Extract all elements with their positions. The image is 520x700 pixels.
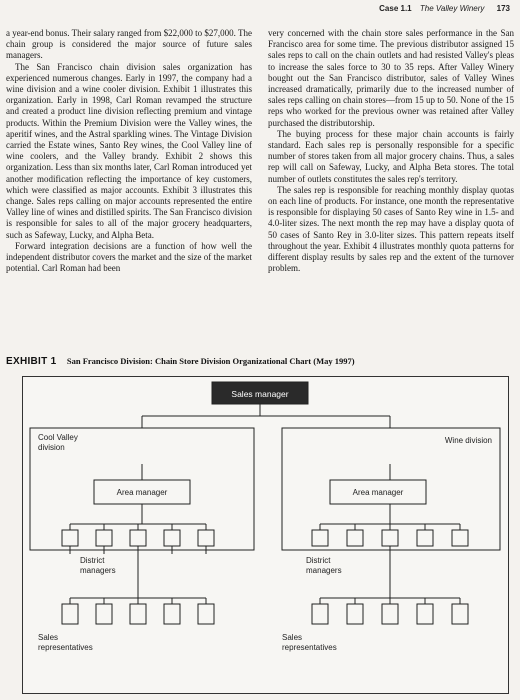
paragraph: The San Francisco chain division sales organization has experienced numerous changes. Early in 1997, the company had a wine division and a wine cooler division. Exhibit 1 illustrates this organization. Early in 1998, Carl Roman revamped the structure and created a product line division reflecting premium and vintage products. Within the Premium Division were the Valley wines, the aperitif wines, and the Astral sparkling wines. The Vintage Division carried the Estate wines, Santo Rey wines, the Cool Valley line of wine coolers, and the Valley brandy. Exhibit 2 shows this organization. Less than six months later, Carl Roman introduced yet another modification reflecting the importance of key customers, which were classified as major accounts. Exhibit 3 illustrates this change. Sales reps calling on major accounts represented the entire Valley line of wines and distilled spirits. The San Francisco division is responsible for sales to all of the major grocery headquarters, such as Safeway, Lucky, and Alpha Beta. <box>6 61 252 240</box>
right-district-managers-label: District managers <box>306 556 342 575</box>
right-column <box>268 28 514 274</box>
left-area-manager-label: Area manager <box>116 488 168 497</box>
exhibit-label: EXHIBIT 1 <box>6 356 57 367</box>
right-sales-reps-label: Sales representatives <box>282 633 337 652</box>
paragraph: The buying process for these major chain accounts is fairly standard. Each sales rep is personally responsible for a specific number of stores taken from all major grocery chains. Thus, a sales rep will call on Safeway, Lucky, and Alpha Beta stores. The total number of outlets constitutes the sales rep's territory. <box>268 128 514 184</box>
paragraph: very concerned with the chain store sales performance in the San Francisco area for some time. The previous distributor assigned 15 sales reps to call on the chain outlets and had resisted Valley's pleas to increase the sales force to 30 to 35 reps. After Valley Winery bought out the San Francisco distributor, sales of Valley Wines increased dramatically, primarily due to the increased number of sales reps calling on chain stores—from 15 up to 50. None of the 15 reps who worked for the previous owner was retained after Valley purchased the distributorship. <box>268 28 514 128</box>
cool-valley-division-label: Cool Valley division <box>38 433 78 452</box>
page-number: 173 <box>496 4 510 13</box>
running-head <box>379 4 510 13</box>
left-district-managers-label: District managers <box>80 556 116 575</box>
wine-division-label: Wine division <box>444 436 492 445</box>
paragraph: a year-end bonus. Their salary ranged from $22,000 to $27,000. The chain group is considered the major source of future sales managers. <box>6 28 252 61</box>
paragraph: The sales rep is responsible for reaching monthly display quotas on each line of products. For instance, one month the representative is responsible for displaying 50 cases of Santo Rey wine in 1.5- and 4.0-liter sizes. The next month the rep may have a display quota of 50 cases of Santo Rey in 3.0-liter sizes. This pattern repeats itself throughout the year. Exhibit 4 illustrates monthly quota patterns for different display results by sales rep and the extent of the turnover problem. <box>268 184 514 274</box>
paragraph: Forward integration decisions are a function of how well the independent distributor covers the market and the size of the market potential. Carl Roman had been <box>6 240 252 274</box>
body-text <box>6 28 514 274</box>
case-title: The Valley Winery <box>419 4 485 13</box>
exhibit-title: San Francisco Division: Chain Store Division Organizational Chart (May 1997) <box>66 356 355 366</box>
left-sales-reps-label: Sales representatives <box>38 633 93 652</box>
exhibit-caption <box>6 356 355 367</box>
right-area-manager-label: Area manager <box>352 488 404 497</box>
org-chart <box>22 376 509 694</box>
left-column <box>6 28 252 274</box>
sales-manager-label: Sales manager <box>231 389 289 399</box>
case-number: Case 1.1 <box>379 4 412 13</box>
